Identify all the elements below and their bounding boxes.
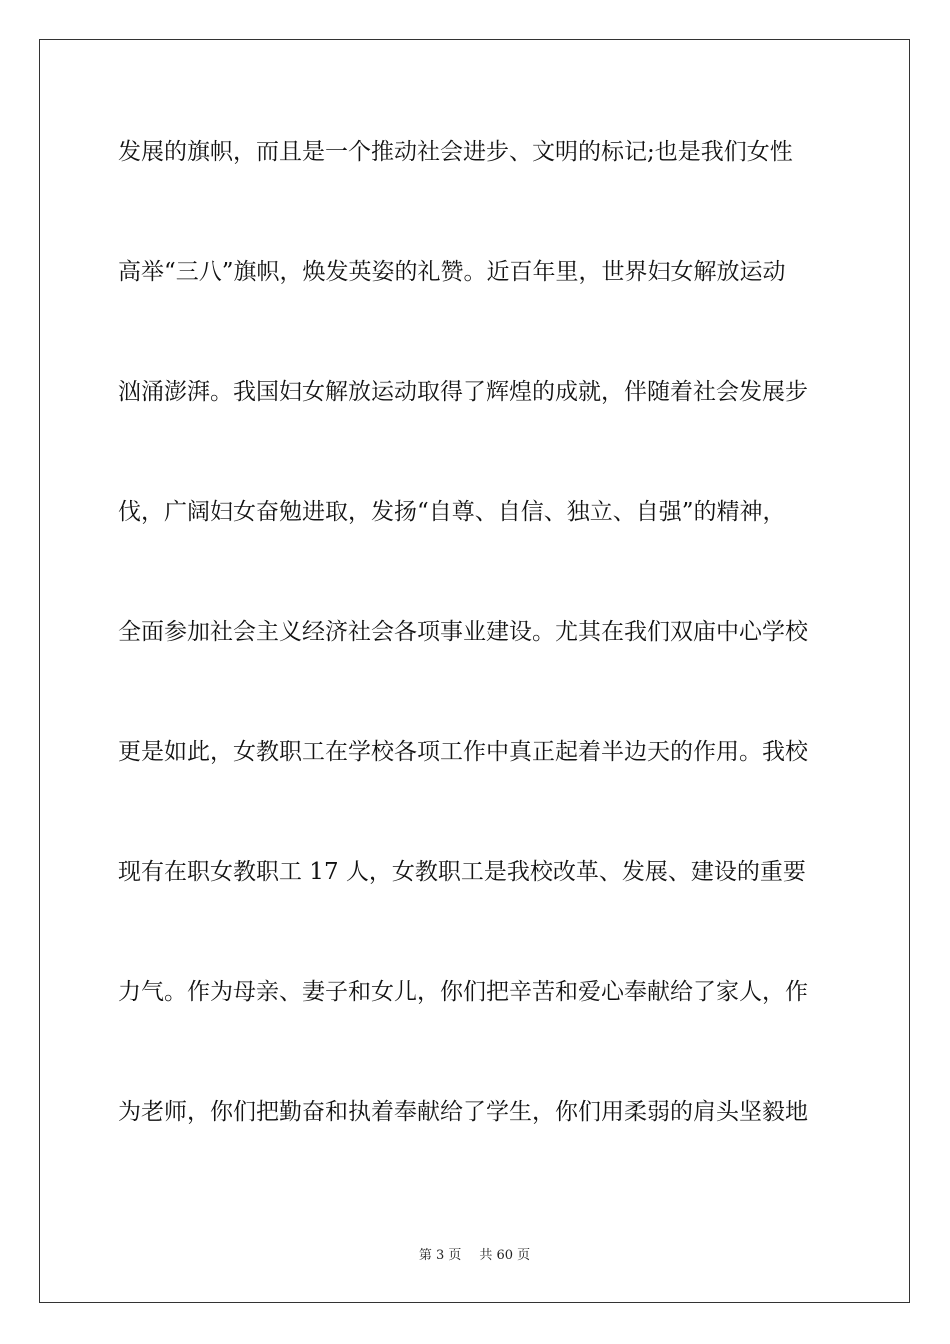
text-line: 为老师，你们把勤奋和执着奉献给了学生，你们用柔弱的肩头坚毅地	[118, 1099, 808, 1125]
text-line: 高举“三八”旗帜，焕发英姿的礼赞。近百年里，世界妇女解放运动	[118, 259, 786, 285]
text-line: 伐，广阔妇女奋勉进取，发扬“自尊、自信、独立、自强”的精神，	[118, 499, 786, 525]
page-number: 第 3 页	[418, 1248, 462, 1263]
page-footer	[40, 1248, 909, 1264]
text-line: 汹涌澎湃。我国妇女解放运动取得了辉煌的成就，伴随着社会发展步	[118, 379, 808, 405]
text-line: 发展的旗帜，而且是一个推动社会进步、文明的标记;也是我们女性	[118, 139, 793, 165]
text-line: 力气。作为母亲、妻子和女儿，你们把辛苦和爱心奉献给了家人，作	[118, 979, 808, 1005]
page-total: 共 60 页	[479, 1248, 531, 1263]
text-line: 全面参加社会主义经济社会各项事业建设。尤其在我们双庙中心学校	[118, 619, 808, 645]
text-line: 更是如此，女教职工在学校各项工作中真正起着半边天的作用。我校	[118, 739, 808, 765]
document-body	[40, 40, 909, 1302]
text-line: 现有在职女教职工 17 人，女教职工是我校改革、发展、建设的重要	[118, 859, 806, 885]
page-frame	[39, 39, 910, 1303]
